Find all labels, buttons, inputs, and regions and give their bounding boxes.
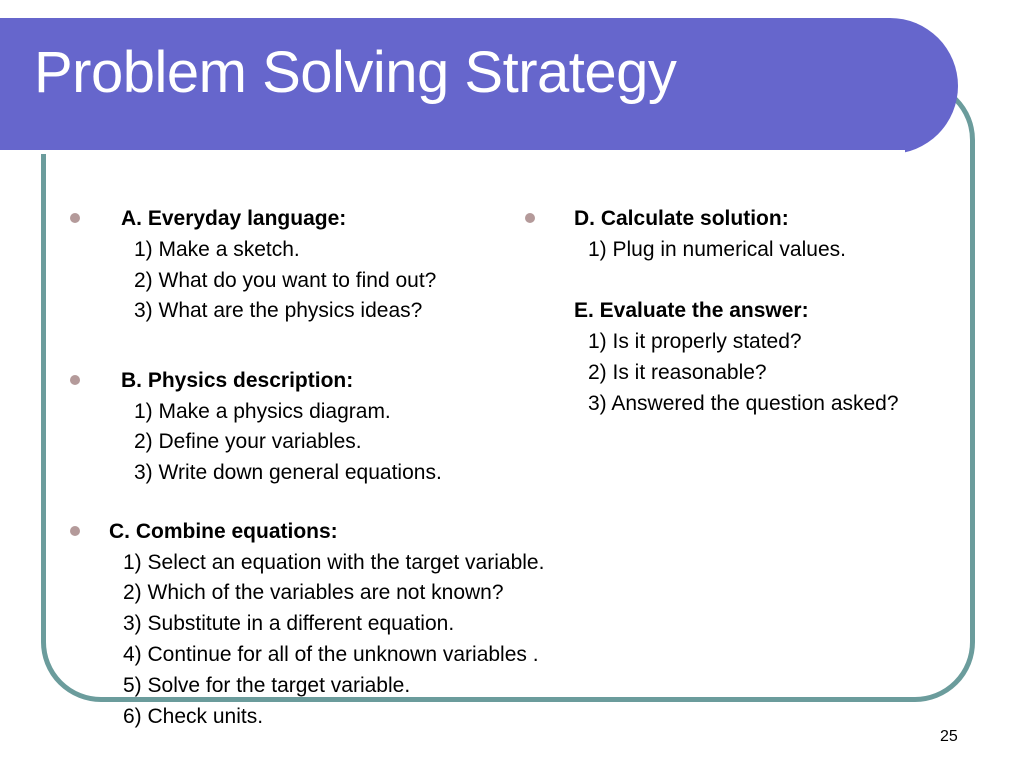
page-number: 25	[940, 728, 958, 745]
section-c-item: 1) Select an equation with the target variable.	[123, 551, 545, 574]
section-c-item: 3) Substitute in a different equation.	[123, 612, 455, 635]
section-c-item: 4) Continue for all of the unknown variables .	[123, 643, 539, 666]
section-e-item: 3) Answered the question asked?	[588, 392, 899, 415]
section-e-heading: E. Evaluate the answer:	[574, 299, 809, 322]
section-a-item: 3) What are the physics ideas?	[134, 299, 423, 322]
bullet-dot	[525, 213, 535, 223]
section-c-item: 5) Solve for the target variable.	[123, 674, 411, 697]
section-b-heading: B. Physics description:	[121, 369, 354, 392]
section-d-item: 1) Plug in numerical values.	[588, 238, 846, 261]
bullet-dot	[70, 213, 80, 223]
section-c-heading: C. Combine equations:	[109, 520, 338, 543]
bullet-dot	[70, 375, 80, 385]
bullet-dot	[70, 526, 80, 536]
title-underline	[0, 150, 905, 154]
section-c-item: 6) Check units.	[123, 705, 264, 728]
section-b-item: 1) Make a physics diagram.	[134, 400, 391, 423]
section-c-item: 2) Which of the variables are not known?	[123, 581, 504, 604]
slide-title: Problem Solving Strategy	[34, 40, 677, 105]
section-a-item: 2) What do you want to find out?	[134, 269, 437, 292]
section-d-heading: D. Calculate solution:	[574, 207, 789, 230]
section-e-item: 1) Is it properly stated?	[588, 330, 802, 353]
section-a-heading: A. Everyday language:	[121, 207, 347, 230]
section-b-item: 2) Define your variables.	[134, 430, 362, 453]
section-e-item: 2) Is it reasonable?	[588, 361, 767, 384]
section-a-item: 1) Make a sketch.	[134, 238, 300, 261]
section-b-item: 3) Write down general equations.	[134, 461, 442, 484]
